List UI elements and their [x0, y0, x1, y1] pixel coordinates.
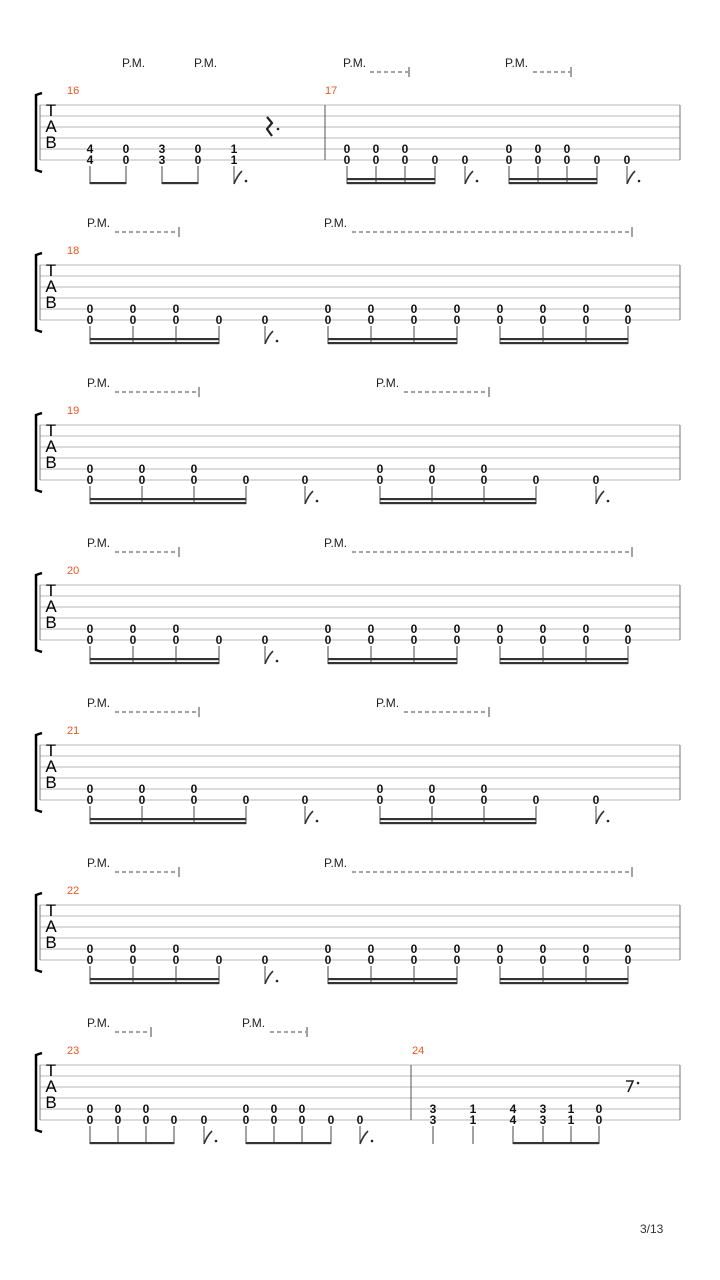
- fret-number: 0: [324, 633, 332, 647]
- fret-number: 0: [453, 302, 461, 316]
- eighth-flag: [265, 971, 273, 984]
- fret-number: 0: [200, 1113, 208, 1127]
- tab-system: [36, 216, 680, 344]
- measure-number: 23: [67, 1045, 80, 1057]
- fret-number: 0: [539, 313, 547, 327]
- fret-number: 0: [480, 782, 488, 796]
- fret-number: 0: [86, 1113, 94, 1127]
- fret-number: 0: [592, 793, 600, 807]
- beam: [90, 822, 246, 824]
- fret-number: 0: [194, 153, 202, 167]
- dot: [637, 1082, 640, 1085]
- fret-number: 0: [563, 142, 571, 156]
- fret-number: 0: [86, 942, 94, 956]
- measure-number: 22: [67, 885, 80, 897]
- fret-number: 3: [158, 142, 166, 156]
- fret-number: 0: [324, 953, 332, 967]
- fret-number: 0: [86, 302, 94, 316]
- beam: [509, 178, 597, 180]
- fret-number: 1: [567, 1113, 575, 1127]
- measure-number: 19: [67, 405, 80, 417]
- fret-number: 0: [367, 953, 375, 967]
- fret-number: 0: [367, 302, 375, 316]
- fret-number: 0: [242, 1102, 250, 1116]
- beam: [90, 662, 219, 664]
- palm-mute-label: P.M.: [87, 536, 111, 550]
- fret-number: 0: [582, 313, 590, 327]
- fret-number: 0: [86, 313, 94, 327]
- fret-number: 0: [623, 153, 631, 167]
- fret-number: 0: [624, 313, 632, 327]
- fret-number: 0: [376, 793, 384, 807]
- fret-number: 0: [595, 1102, 603, 1116]
- measure-number: 17: [325, 85, 338, 97]
- fret-number: 0: [505, 153, 513, 167]
- fret-number: 0: [431, 153, 439, 167]
- dot: [371, 1140, 374, 1143]
- palm-mute-label: P.M.: [194, 56, 218, 70]
- fret-number: 0: [129, 313, 137, 327]
- tab-clef-letter: T: [45, 1061, 57, 1080]
- fret-number: 0: [563, 153, 571, 167]
- palm-mute-label: P.M.: [87, 1016, 111, 1030]
- fret-number: 0: [505, 142, 513, 156]
- fret-number: 3: [539, 1102, 547, 1116]
- fret-number: 0: [376, 473, 384, 487]
- fret-number: 0: [86, 793, 94, 807]
- fret-number: 0: [86, 462, 94, 476]
- fret-number: 0: [86, 1102, 94, 1116]
- fret-number: 0: [582, 633, 590, 647]
- fret-number: 0: [582, 302, 590, 316]
- palm-mute-label: P.M.: [87, 696, 111, 710]
- fret-number: 0: [582, 942, 590, 956]
- fret-number: 0: [539, 302, 547, 316]
- eighth-flag: [465, 171, 473, 184]
- eighth-flag: [305, 491, 313, 504]
- fret-number: 0: [298, 1102, 306, 1116]
- fret-number: 0: [539, 953, 547, 967]
- fret-number: 0: [114, 1102, 122, 1116]
- fret-number: 0: [582, 622, 590, 636]
- fret-number: 0: [261, 313, 269, 327]
- dot: [316, 500, 319, 503]
- fret-number: 0: [301, 473, 309, 487]
- fret-number: 0: [324, 302, 332, 316]
- fret-number: 0: [428, 462, 436, 476]
- fret-number: 0: [453, 313, 461, 327]
- fret-number: 4: [86, 142, 94, 156]
- fret-number: 0: [142, 1113, 150, 1127]
- measure-number: 16: [67, 85, 80, 97]
- beam: [509, 182, 597, 184]
- tab-clef-letter: A: [45, 117, 57, 136]
- fret-number: 0: [190, 793, 198, 807]
- dot: [245, 180, 248, 183]
- fret-number: 0: [496, 633, 504, 647]
- fret-number: 1: [567, 1102, 575, 1116]
- fret-number: 4: [86, 153, 94, 167]
- beam: [328, 982, 457, 984]
- fret-number: 0: [401, 142, 409, 156]
- tab-clef-letter: T: [45, 261, 57, 280]
- fret-number: 0: [242, 793, 250, 807]
- palm-mute-label: P.M.: [87, 856, 111, 870]
- fret-number: 0: [539, 633, 547, 647]
- tab-clef-letter: A: [45, 917, 57, 936]
- fret-number: 0: [343, 153, 351, 167]
- palm-mute-label: P.M.: [242, 1016, 266, 1030]
- fret-number: 0: [301, 793, 309, 807]
- fret-number: 0: [372, 142, 380, 156]
- palm-mute-label: P.M.: [324, 856, 348, 870]
- beam: [328, 978, 457, 980]
- fret-number: 0: [129, 953, 137, 967]
- fret-number: 0: [242, 1113, 250, 1127]
- eighth-flag: [627, 171, 635, 184]
- beam: [328, 338, 457, 340]
- beam: [380, 822, 536, 824]
- fret-number: 0: [356, 1113, 364, 1127]
- fret-number: 0: [410, 633, 418, 647]
- beam: [347, 178, 435, 180]
- fret-number: 0: [532, 793, 540, 807]
- tab-clef-letter: A: [45, 597, 57, 616]
- eighth-flag: [234, 171, 242, 184]
- beam: [90, 1142, 174, 1144]
- eighth-flag: [204, 1131, 212, 1144]
- fret-number: 0: [86, 953, 94, 967]
- eighth-flag: [360, 1131, 368, 1144]
- beam: [380, 502, 536, 504]
- fret-number: 0: [138, 473, 146, 487]
- beam: [500, 978, 628, 980]
- fret-number: 0: [129, 302, 137, 316]
- beam: [246, 1142, 331, 1144]
- fret-number: 1: [469, 1102, 477, 1116]
- measure-number: 20: [67, 565, 80, 577]
- tab-clef-letter: B: [45, 293, 57, 312]
- palm-mute-label: P.M.: [376, 696, 400, 710]
- fret-number: 0: [428, 473, 436, 487]
- fret-number: 0: [261, 953, 269, 967]
- fret-number: 0: [190, 782, 198, 796]
- fret-number: 0: [367, 942, 375, 956]
- fret-number: 0: [190, 473, 198, 487]
- fret-number: 0: [172, 633, 180, 647]
- fret-number: 0: [376, 462, 384, 476]
- fret-number: 0: [624, 953, 632, 967]
- fret-number: 0: [138, 793, 146, 807]
- fret-number: 1: [230, 153, 238, 167]
- fret-number: 4: [509, 1102, 517, 1116]
- eighth-flag: [596, 491, 604, 504]
- fret-number: 4: [509, 1113, 517, 1127]
- fret-number: 0: [129, 622, 137, 636]
- beam: [380, 498, 536, 500]
- fret-number: 0: [532, 473, 540, 487]
- tab-system: [36, 56, 680, 184]
- fret-number: 0: [324, 622, 332, 636]
- fret-number: 0: [376, 782, 384, 796]
- fret-number: 0: [324, 942, 332, 956]
- beam: [500, 662, 628, 664]
- tab-clef-letter: T: [45, 741, 57, 760]
- tab-system: [36, 856, 680, 984]
- fret-number: 0: [593, 153, 601, 167]
- fret-number: 0: [170, 1113, 178, 1127]
- fret-number: 0: [172, 302, 180, 316]
- eighth-flag: [305, 811, 313, 824]
- fret-number: 0: [367, 313, 375, 327]
- palm-mute-label: P.M.: [324, 216, 348, 230]
- palm-mute-label: P.M.: [87, 376, 111, 390]
- beam: [500, 338, 628, 340]
- fret-number: 0: [534, 153, 542, 167]
- fret-number: 0: [86, 633, 94, 647]
- dot: [276, 980, 279, 983]
- fret-number: 0: [496, 622, 504, 636]
- fret-number: 0: [242, 473, 250, 487]
- fret-number: 0: [480, 462, 488, 476]
- fret-number: 0: [582, 953, 590, 967]
- fret-number: 0: [138, 782, 146, 796]
- fret-number: 0: [592, 473, 600, 487]
- fret-number: 0: [261, 633, 269, 647]
- fret-number: 0: [324, 313, 332, 327]
- eighth-flag: [265, 651, 273, 664]
- fret-number: 0: [270, 1102, 278, 1116]
- fret-number: 0: [129, 942, 137, 956]
- tab-system: [36, 1016, 680, 1144]
- fret-number: 0: [496, 953, 504, 967]
- fret-number: 0: [298, 1113, 306, 1127]
- fret-number: 0: [270, 1113, 278, 1127]
- dot: [316, 820, 319, 823]
- fret-number: 0: [122, 142, 130, 156]
- fret-number: 0: [480, 793, 488, 807]
- beam: [90, 978, 219, 980]
- fret-number: 0: [114, 1113, 122, 1127]
- fret-number: 0: [215, 953, 223, 967]
- beam: [90, 658, 219, 660]
- measure-number: 21: [67, 725, 80, 737]
- fret-number: 0: [410, 302, 418, 316]
- fret-number: 3: [158, 153, 166, 167]
- fret-number: 0: [539, 942, 547, 956]
- fret-number: 0: [453, 633, 461, 647]
- tab-clef-letter: B: [45, 773, 57, 792]
- beam: [90, 502, 246, 504]
- beam: [328, 342, 457, 344]
- fret-number: 0: [453, 622, 461, 636]
- tab-clef-letter: A: [45, 277, 57, 296]
- fret-number: 0: [215, 313, 223, 327]
- fret-number: 0: [343, 142, 351, 156]
- beam: [90, 982, 219, 984]
- dot: [277, 128, 280, 131]
- fret-number: 0: [624, 622, 632, 636]
- beam: [513, 1142, 599, 1144]
- fret-number: 3: [429, 1113, 437, 1127]
- beam: [500, 982, 628, 984]
- fret-number: 0: [194, 142, 202, 156]
- dot: [607, 500, 610, 503]
- tab-system: [36, 376, 680, 504]
- beam: [380, 818, 536, 820]
- measure-number: 24: [412, 1045, 425, 1057]
- fret-number: 3: [539, 1113, 547, 1127]
- tab-clef-letter: A: [45, 437, 57, 456]
- fret-number: 0: [496, 302, 504, 316]
- fret-number: 3: [429, 1102, 437, 1116]
- palm-mute-label: P.M.: [376, 376, 400, 390]
- palm-mute-label: P.M.: [343, 56, 367, 70]
- fret-number: 0: [428, 782, 436, 796]
- fret-number: 0: [453, 953, 461, 967]
- fret-number: 0: [215, 633, 223, 647]
- fret-number: 0: [86, 782, 94, 796]
- fret-number: 0: [595, 1113, 603, 1127]
- beam: [328, 662, 457, 664]
- fret-number: 0: [496, 313, 504, 327]
- fret-number: 1: [230, 142, 238, 156]
- fret-number: 0: [327, 1113, 335, 1127]
- beam: [90, 818, 246, 820]
- tab-clef-letter: T: [45, 581, 57, 600]
- eighth-flag: [265, 331, 273, 344]
- fret-number: 0: [172, 313, 180, 327]
- beam: [90, 338, 219, 340]
- fret-number: 0: [172, 953, 180, 967]
- beam: [500, 342, 628, 344]
- tab-clef-letter: B: [45, 1093, 57, 1112]
- eighth-flag: [596, 811, 604, 824]
- fret-number: 0: [496, 942, 504, 956]
- tab-clef-letter: B: [45, 933, 57, 952]
- tab-clef-letter: T: [45, 901, 57, 920]
- fret-number: 0: [367, 622, 375, 636]
- beam: [90, 342, 219, 344]
- palm-mute-label: P.M.: [87, 216, 111, 230]
- fret-number: 0: [624, 633, 632, 647]
- tab-system: [36, 536, 680, 664]
- palm-mute-label: P.M.: [122, 56, 146, 70]
- fret-number: 0: [401, 153, 409, 167]
- fret-number: 0: [122, 153, 130, 167]
- fret-number: 0: [410, 622, 418, 636]
- fret-number: 0: [172, 622, 180, 636]
- dot: [638, 180, 641, 183]
- fret-number: 0: [410, 313, 418, 327]
- palm-mute-label: P.M.: [324, 536, 348, 550]
- beam: [347, 182, 435, 184]
- tab-clef-letter: A: [45, 757, 57, 776]
- dot: [276, 340, 279, 343]
- dot: [476, 180, 479, 183]
- fret-number: 1: [469, 1113, 477, 1127]
- beam: [90, 182, 126, 184]
- page-number: 3/13: [640, 1222, 664, 1236]
- dot: [607, 820, 610, 823]
- tab-clef-letter: B: [45, 453, 57, 472]
- fret-number: 0: [172, 942, 180, 956]
- fret-number: 0: [410, 953, 418, 967]
- fret-number: 0: [410, 942, 418, 956]
- dot: [276, 660, 279, 663]
- fret-number: 0: [86, 622, 94, 636]
- fret-number: 0: [190, 462, 198, 476]
- fret-number: 0: [480, 473, 488, 487]
- palm-mute-label: P.M.: [505, 56, 529, 70]
- tab-system: [36, 696, 680, 824]
- tab-clef-letter: B: [45, 133, 57, 152]
- tab-clef-letter: T: [45, 101, 57, 120]
- fret-number: 0: [534, 142, 542, 156]
- beam: [162, 182, 198, 184]
- fret-number: 0: [129, 633, 137, 647]
- fret-number: 0: [624, 302, 632, 316]
- tab-clef-letter: B: [45, 613, 57, 632]
- dot: [215, 1140, 218, 1143]
- fret-number: 0: [142, 1102, 150, 1116]
- fret-number: 0: [367, 633, 375, 647]
- fret-number: 0: [624, 942, 632, 956]
- fret-number: 0: [539, 622, 547, 636]
- fret-number: 0: [86, 473, 94, 487]
- fret-number: 0: [453, 942, 461, 956]
- tab-clef-letter: A: [45, 1077, 57, 1096]
- fret-number: 0: [138, 462, 146, 476]
- fret-number: 0: [428, 793, 436, 807]
- fret-number: 0: [461, 153, 469, 167]
- fret-number: 0: [372, 153, 380, 167]
- measure-number: 18: [67, 245, 80, 257]
- tab-clef-letter: T: [45, 421, 57, 440]
- beam: [500, 658, 628, 660]
- beam: [90, 498, 246, 500]
- beam: [328, 658, 457, 660]
